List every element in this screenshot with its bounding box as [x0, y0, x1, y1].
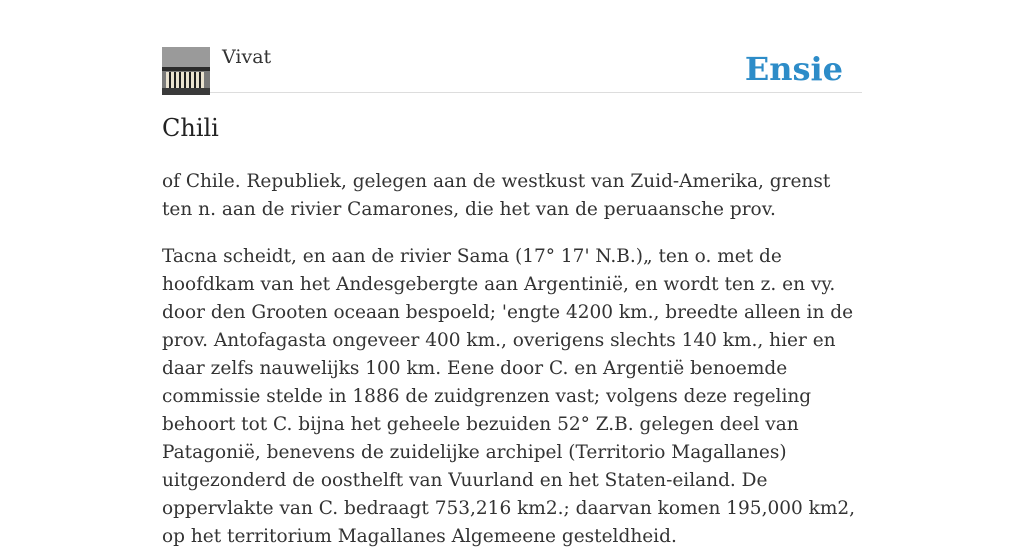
article-title: Chili	[162, 114, 219, 142]
brand-logo[interactable]: Ensie	[744, 50, 843, 88]
page-header	[162, 0, 862, 93]
page-container	[162, 0, 862, 547]
avatar-photo-icon	[162, 47, 210, 95]
article-paragraph-1: of Chile. Republiek, gelegen aan de westkust van Zuid-Amerika, grenst ten n. aan de rivier Camarones, die het van de peruaansche prov.	[162, 171, 831, 220]
avatar[interactable]	[162, 47, 210, 95]
author-link[interactable]: Vivat	[222, 46, 272, 68]
article-paragraph-2: Tacna scheidt, en aan de rivier Sama (17° 17' N.B.)„ ten o. met de hoofdkam van het Andesgebergte aan Argentinië, en wordt ten z. en vy. door den Grooten oceaan bespoeld; 'engte 4200 km., breedte alleen in de prov. Antofagasta ongeveer 400 km., overigens slechts 140 km., hier en daar zelfs nauwelijks 100 km. Eene door C. en Argentië benoemde commissie stelde in 1886 de zuidgrenzen vast; volgens deze regeling behoort tot C. bijna het geheele bezuiden 52° Z.B. gelegen deel van Patagonië, benevens de zuidelijke archipel (Territorio Magallanes) uitgezonderd de oosthelft van Vuurland en het Staten-eiland. De oppervlakte van C. bedraagt 753,216 km2.; daarvan komen 195,000 km2, op het territorium Magallanes Algemeene gesteldheid.	[162, 246, 856, 547]
